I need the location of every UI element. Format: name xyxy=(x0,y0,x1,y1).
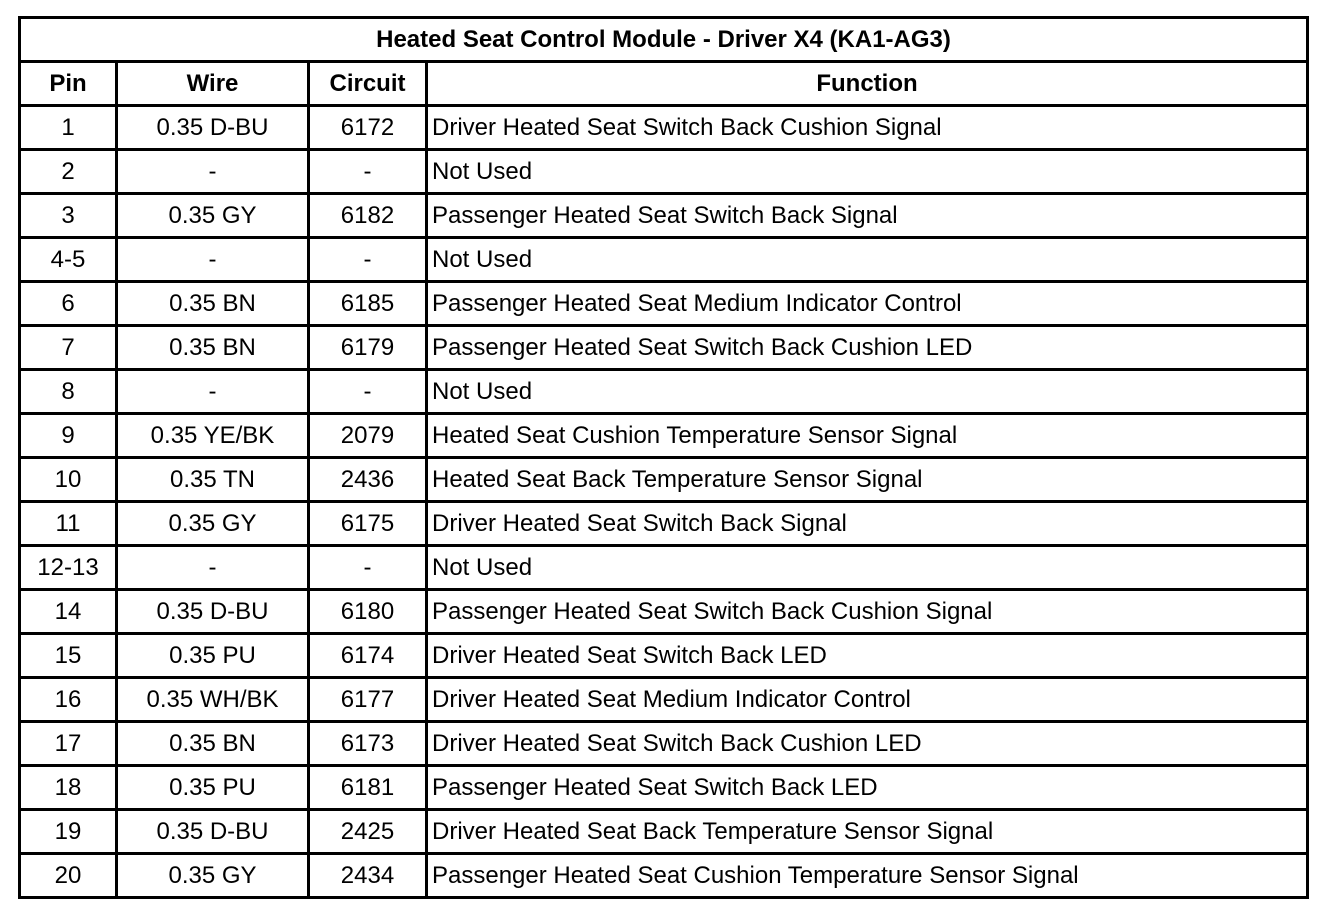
table-row xyxy=(20,722,1308,766)
function-cell: Passenger Heated Seat Medium Indicator Control xyxy=(427,282,1308,326)
table-row xyxy=(20,854,1308,898)
table-title-row xyxy=(20,18,1308,62)
circuit-cell: 2436 xyxy=(309,458,427,502)
function-cell: Not Used xyxy=(427,370,1308,414)
column-header-function: Function xyxy=(427,62,1308,106)
pin-cell: 11 xyxy=(20,502,117,546)
table-row xyxy=(20,282,1308,326)
column-header-pin: Pin xyxy=(20,62,117,106)
pin-cell: 1 xyxy=(20,106,117,150)
column-header-circuit: Circuit xyxy=(309,62,427,106)
wire-cell: - xyxy=(117,150,309,194)
wire-cell: 0.35 BN xyxy=(117,722,309,766)
function-cell: Not Used xyxy=(427,150,1308,194)
table-row xyxy=(20,238,1308,282)
table-header-row xyxy=(20,62,1308,106)
pin-cell: 2 xyxy=(20,150,117,194)
table-row xyxy=(20,106,1308,150)
wire-cell: 0.35 D-BU xyxy=(117,810,309,854)
function-cell: Driver Heated Seat Medium Indicator Control xyxy=(427,678,1308,722)
function-cell: Driver Heated Seat Switch Back Cushion Signal xyxy=(427,106,1308,150)
pin-cell: 12-13 xyxy=(20,546,117,590)
wire-cell: 0.35 D-BU xyxy=(117,590,309,634)
connector-pinout-table xyxy=(18,16,1309,899)
circuit-cell: 2434 xyxy=(309,854,427,898)
wire-cell: 0.35 GY xyxy=(117,854,309,898)
circuit-cell: 2425 xyxy=(309,810,427,854)
function-cell: Driver Heated Seat Back Temperature Sensor Signal xyxy=(427,810,1308,854)
pin-cell: 18 xyxy=(20,766,117,810)
circuit-cell: 6172 xyxy=(309,106,427,150)
circuit-cell: 6175 xyxy=(309,502,427,546)
pin-cell: 6 xyxy=(20,282,117,326)
wire-cell: 0.35 PU xyxy=(117,766,309,810)
circuit-cell: - xyxy=(309,370,427,414)
table-row xyxy=(20,678,1308,722)
wire-cell: 0.35 GY xyxy=(117,502,309,546)
wire-cell: 0.35 YE/BK xyxy=(117,414,309,458)
table-row xyxy=(20,458,1308,502)
function-cell: Passenger Heated Seat Switch Back LED xyxy=(427,766,1308,810)
wire-cell: 0.35 BN xyxy=(117,282,309,326)
function-cell: Driver Heated Seat Switch Back LED xyxy=(427,634,1308,678)
function-cell: Passenger Heated Seat Switch Back Signal xyxy=(427,194,1308,238)
table-row xyxy=(20,414,1308,458)
wire-cell: - xyxy=(117,546,309,590)
table-row xyxy=(20,326,1308,370)
table-row xyxy=(20,810,1308,854)
function-cell: Not Used xyxy=(427,238,1308,282)
function-cell: Driver Heated Seat Switch Back Signal xyxy=(427,502,1308,546)
function-cell: Passenger Heated Seat Cushion Temperature Sensor Signal xyxy=(427,854,1308,898)
wire-cell: 0.35 TN xyxy=(117,458,309,502)
pin-cell: 9 xyxy=(20,414,117,458)
wire-cell: 0.35 WH/BK xyxy=(117,678,309,722)
pin-cell: 15 xyxy=(20,634,117,678)
pin-cell: 19 xyxy=(20,810,117,854)
circuit-cell: 6179 xyxy=(309,326,427,370)
table-row xyxy=(20,766,1308,810)
pin-cell: 8 xyxy=(20,370,117,414)
function-cell: Heated Seat Cushion Temperature Sensor Signal xyxy=(427,414,1308,458)
table-row xyxy=(20,634,1308,678)
function-cell: Not Used xyxy=(427,546,1308,590)
column-header-wire: Wire xyxy=(117,62,309,106)
table-row xyxy=(20,546,1308,590)
circuit-cell: 6173 xyxy=(309,722,427,766)
pin-cell: 7 xyxy=(20,326,117,370)
pin-cell: 10 xyxy=(20,458,117,502)
function-cell: Passenger Heated Seat Switch Back Cushion Signal xyxy=(427,590,1308,634)
wire-cell: - xyxy=(117,370,309,414)
pin-cell: 16 xyxy=(20,678,117,722)
pin-cell: 3 xyxy=(20,194,117,238)
wire-cell: 0.35 BN xyxy=(117,326,309,370)
circuit-cell: 6182 xyxy=(309,194,427,238)
function-cell: Heated Seat Back Temperature Sensor Signal xyxy=(427,458,1308,502)
wire-cell: 0.35 GY xyxy=(117,194,309,238)
circuit-cell: - xyxy=(309,546,427,590)
pin-cell: 20 xyxy=(20,854,117,898)
wire-cell: 0.35 D-BU xyxy=(117,106,309,150)
table-row xyxy=(20,370,1308,414)
pin-cell: 17 xyxy=(20,722,117,766)
circuit-cell: 2079 xyxy=(309,414,427,458)
table-row xyxy=(20,502,1308,546)
table-title: Heated Seat Control Module - Driver X4 (KA1-AG3) xyxy=(20,18,1308,62)
circuit-cell: - xyxy=(309,150,427,194)
pin-cell: 4-5 xyxy=(20,238,117,282)
wire-cell: - xyxy=(117,238,309,282)
function-cell: Passenger Heated Seat Switch Back Cushion LED xyxy=(427,326,1308,370)
circuit-cell: 6181 xyxy=(309,766,427,810)
circuit-cell: - xyxy=(309,238,427,282)
circuit-cell: 6180 xyxy=(309,590,427,634)
table-row xyxy=(20,194,1308,238)
function-cell: Driver Heated Seat Switch Back Cushion LED xyxy=(427,722,1308,766)
circuit-cell: 6177 xyxy=(309,678,427,722)
table-row xyxy=(20,590,1308,634)
pin-cell: 14 xyxy=(20,590,117,634)
circuit-cell: 6185 xyxy=(309,282,427,326)
table-row xyxy=(20,150,1308,194)
wire-cell: 0.35 PU xyxy=(117,634,309,678)
circuit-cell: 6174 xyxy=(309,634,427,678)
